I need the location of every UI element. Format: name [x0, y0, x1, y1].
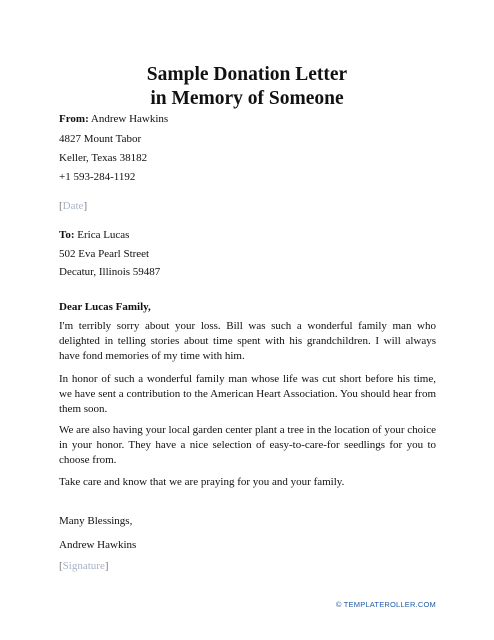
- sender-address-2: Keller, Texas 38182: [59, 152, 148, 164]
- salutation: Dear Lucas Family,: [59, 301, 151, 313]
- footer-watermark: © TEMPLATEROLLER.COM: [335, 600, 436, 609]
- recipient-address-2: Decatur, Illinois 59487: [59, 266, 161, 278]
- signer-name: Andrew Hawkins: [59, 539, 137, 551]
- body-paragraph-2: In honor of such a wonderful family man whose life was cut short before his time, we have sent a contribution to the American Heart Association. You should hear from them soon.: [59, 373, 436, 415]
- signature-placeholder: Signature: [62, 560, 105, 572]
- sender-phone: +1 593-284-1192: [59, 171, 136, 183]
- body-paragraph-4: Take care and know that we are praying for you and your family.: [59, 476, 345, 488]
- letter-title-line-1: Sample Donation Letter: [146, 64, 348, 85]
- to-label: To:: [59, 229, 75, 241]
- date-placeholder-line: [Date]: [59, 200, 88, 212]
- sender-address-1: 4827 Mount Tabor: [59, 133, 142, 145]
- from-label: From:: [59, 113, 89, 125]
- recipient-address-1: 502 Eva Pearl Street: [59, 248, 150, 260]
- sender-name-line: [59, 112, 168, 126]
- body-paragraph-1: I'm terribly sorry about your loss. Bill was such a wonderful family man who delighted in telling stories about time spent with his grandchildren. I will always have fond memories of my time with him.: [59, 320, 436, 362]
- signature-placeholder-line: [Signature]: [59, 560, 109, 572]
- letter-title-line-2: in Memory of Someone: [150, 88, 344, 109]
- closing: Many Blessings,: [59, 515, 133, 527]
- recipient-name-line: [59, 228, 129, 242]
- recipient-name: Erica Lucas: [77, 229, 130, 241]
- sender-name: Andrew Hawkins: [90, 113, 169, 125]
- body-paragraph-3: We are also having your local garden center plant a tree in the location of your choice in your honor. They have a nice selection of easy-to-care-for seedlings for you to choose from.: [59, 424, 436, 466]
- date-placeholder: Date: [62, 200, 84, 212]
